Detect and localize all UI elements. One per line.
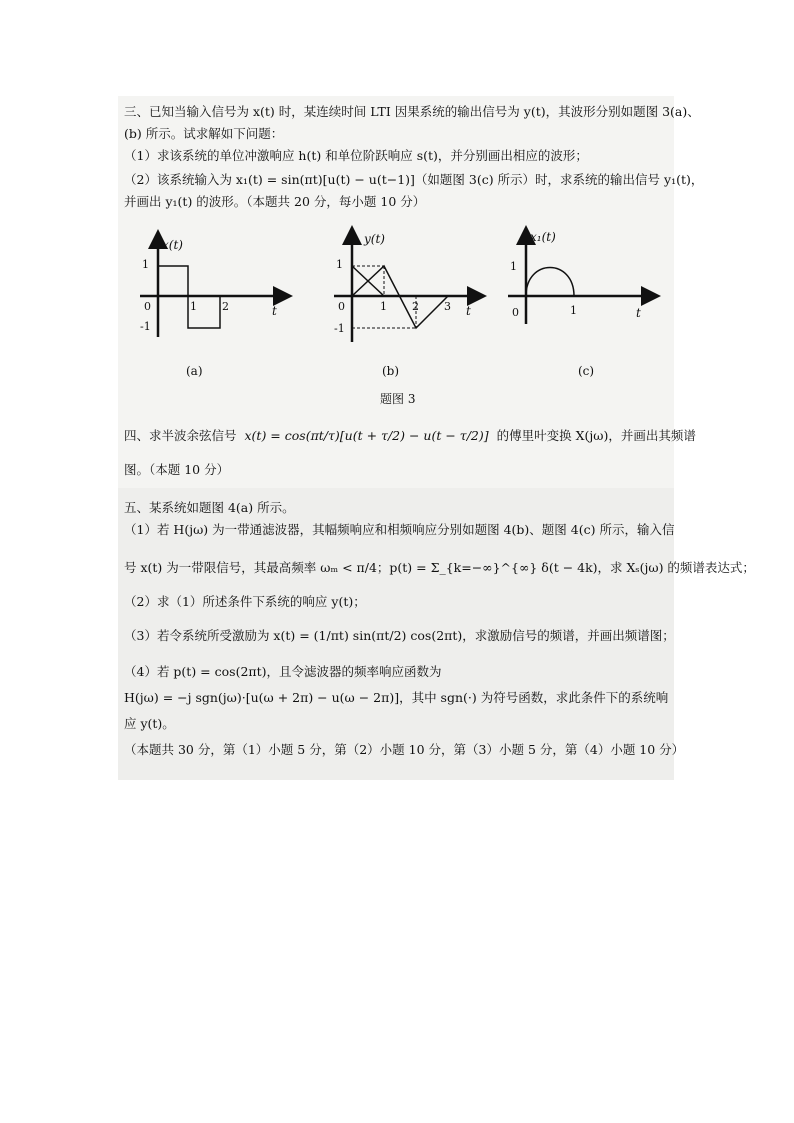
fig-b-xtick-3: 3	[444, 300, 451, 313]
fig-b-xtick-0: 0	[338, 300, 345, 313]
figure-c	[508, 228, 658, 332]
p4-formula: x(t) = cos(πt/τ)[u(t + τ/2) − u(t − τ/2)]	[244, 428, 489, 443]
fig-b-xlabel: t	[466, 304, 471, 318]
figure-b	[334, 228, 484, 350]
fig-c-xlabel: t	[636, 306, 641, 320]
fig-a-ylabel: x(t)	[162, 238, 183, 252]
p4-line2: 图。（本题 10 分）	[124, 462, 230, 477]
figure-a	[140, 232, 290, 346]
fig-b-xtick-2: 2	[412, 300, 419, 313]
p5-line6: （4）若 p(t) = cos(2πt)，且令滤波器的频率响应函数为	[124, 664, 442, 679]
fig-a-caption: (a)	[186, 364, 203, 378]
fig-a-xtick-1: 1	[190, 300, 197, 313]
fig-a-xtick-0: 0	[144, 300, 151, 313]
p3-line1: 三、已知当输入信号为 x(t) 时，某连续时间 LTI 因果系统的输出信号为 y(t)，其波形分别如题图 3(a)、	[124, 104, 700, 119]
fig-c-caption: (c)	[578, 364, 595, 378]
p5-line7: H(jω) = −j sgn(jω)·[u(ω + 2π) − u(ω − 2π)]，其中 sgn(·) 为符号函数，求此条件下的系统响	[124, 690, 669, 705]
figure-3-title: 题图 3	[380, 392, 416, 406]
fig-b-ytick-neg1: -1	[334, 322, 345, 335]
fig-c-ylabel: x₁(t)	[530, 230, 556, 244]
p5-line1: 五、某系统如题图 4(a) 所示。	[124, 500, 295, 515]
p4-suffix: 的傅里叶变换 X(jω)，并画出其频谱	[496, 428, 696, 443]
p5-line2: （1）若 H(jω) 为一带通滤波器，其幅频响应和相频响应分别如题图 4(b)、题图 4(c) 所示，输入信	[124, 522, 675, 537]
p4-prefix: 四、求半波余弦信号	[124, 428, 237, 443]
p3-line3: （1）求该系统的单位冲激响应 h(t) 和单位阶跃响应 s(t)，并分别画出相应的波形；	[124, 148, 588, 163]
p3-line4: （2）该系统输入为 x₁(t) = sin(πt)[u(t) − u(t−1)]（如题图 3(c) 所示）时，求系统的输出信号 y₁(t)，	[124, 172, 704, 187]
fig-a-ytick-1: 1	[142, 258, 149, 271]
p5-line3: 号 x(t) 为一带限信号，其最高频率 ωₘ < π/4；p(t) = Σ_{k=−∞}^{∞} δ(t − 4k)，求 Xₛ(jω) 的频谱表达式；	[124, 560, 755, 575]
fig-b-ylabel: y(t)	[364, 232, 385, 246]
fig-a-xlabel: t	[272, 304, 277, 318]
fig-a-xtick-2: 2	[222, 300, 229, 313]
fig-a-ytick-neg1: -1	[140, 320, 151, 333]
fig-c-xtick-1: 1	[570, 304, 577, 317]
p5-line8: 应 y(t)。	[124, 716, 175, 731]
p5-line9: （本题共 30 分，第（1）小题 5 分，第（2）小题 10 分，第（3）小题 5 分，第（4）小题 10 分）	[124, 742, 685, 757]
p4-line1	[124, 428, 696, 444]
fig-b-xtick-1: 1	[380, 300, 387, 313]
fig-b-caption: (b)	[382, 364, 400, 378]
fig-c-ytick-1: 1	[510, 260, 517, 273]
p5-line4: （2）求（1）所述条件下系统的响应 y(t)；	[124, 594, 366, 609]
fig-c-xtick-0: 0	[512, 306, 519, 319]
fig-b-ytick-1: 1	[336, 258, 343, 271]
p3-line5: 并画出 y₁(t) 的波形。（本题共 20 分，每小题 10 分）	[124, 194, 426, 209]
p5-line5: （3）若令系统所受激励为 x(t) = (1/πt) sin(πt/2) cos(2πt)，求激励信号的频谱，并画出频谱图；	[124, 628, 675, 643]
p3-line2: (b) 所示。试求解如下问题：	[124, 126, 284, 141]
